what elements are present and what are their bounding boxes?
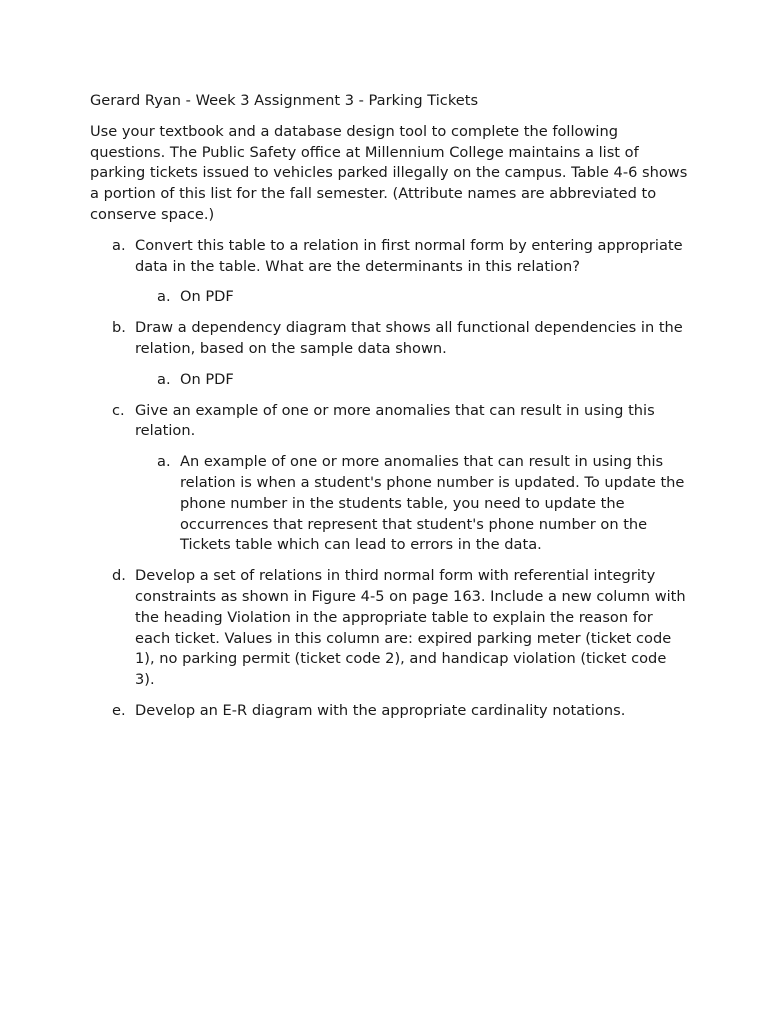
- question-text: Develop a set of relations in third normal form with referential integrity constraints as shown in Figure 4-5 on page 163. Include a new column with the heading Violation in the appropriate table to explain the reason for each ticket. Values in this column are: expired parking meter (ticket code 1), no parking permit (ticket code 2), and handicap violation (ticket code 3).: [135, 567, 686, 689]
- question-text: Develop an E-R diagram with the appropriate cardinality notations.: [135, 701, 626, 719]
- answer-c: [90, 452, 690, 556]
- question-text: Give an example of one or more anomalies that can result in using this relation.: [135, 401, 655, 440]
- answer-text: On PDF: [180, 288, 234, 306]
- question-text: Draw a dependency diagram that shows all functional dependencies in the relation, based on the sample data shown.: [135, 319, 683, 357]
- answer-text: On PDF: [180, 370, 234, 388]
- answer-text: An example of one or more anomalies that can result in using this relation is when a student's phone number is updated. To update the phone number in the students table, you need to update the occurrences that represent that student's phone number on the Tickets table which can lead to errors in the data.: [180, 453, 685, 554]
- document-title: Gerard Ryan - Week 3 Assignment 3 - Parking Tickets: [90, 92, 479, 109]
- answer-b: [90, 370, 690, 391]
- question-b: [90, 318, 690, 360]
- question-marker: d.: [112, 567, 126, 585]
- intro-paragraph: Use your textbook and a database design tool to complete the following questions. The Public Safety office at Millennium College maintains a list of parking tickets issued to vehicles parked illegally on the campus. Table 4-6 shows a portion of this list for the fall semester. (Attribute names are abbreviated to conserve space.): [90, 122, 688, 223]
- question-marker: a.: [112, 236, 126, 254]
- question-d: [90, 566, 690, 691]
- question-e: [90, 701, 690, 722]
- answer-marker: a.: [157, 370, 171, 388]
- document-page: [90, 91, 690, 732]
- question-c: [90, 401, 690, 443]
- answer-marker: a.: [157, 453, 171, 471]
- question-marker: b.: [112, 319, 126, 337]
- answer-a: [90, 287, 690, 308]
- question-marker: e.: [112, 701, 126, 719]
- question-marker: c.: [112, 401, 125, 419]
- answer-marker: a.: [157, 288, 171, 306]
- question-a: [90, 236, 690, 278]
- question-text: Convert this table to a relation in first normal form by entering appropriate data in the table. What are the determinants in this relation?: [135, 236, 683, 275]
